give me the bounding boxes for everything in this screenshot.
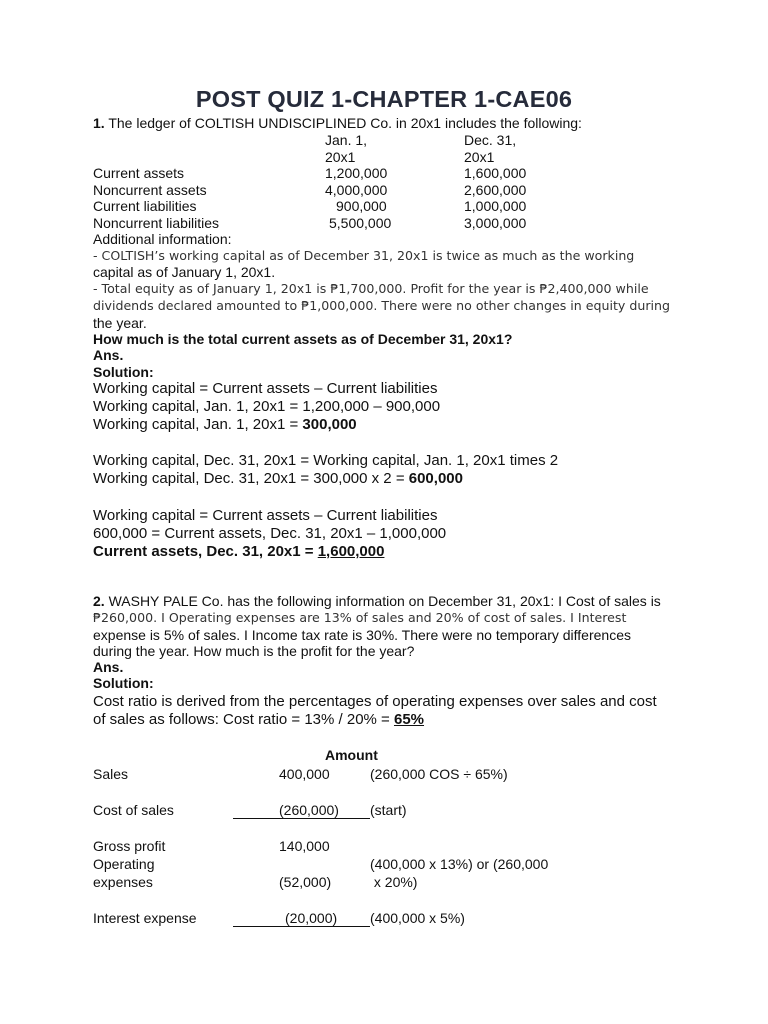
solution-line bbox=[93, 470, 463, 488]
q2-line: ₱260,000. I Operating expenses are 13% of sales and 20% of cost of sales. I Interest bbox=[93, 610, 627, 625]
is-row-note: x 20%) bbox=[370, 874, 418, 890]
ledger-row-label: Noncurrent liabilities bbox=[93, 215, 220, 231]
ledger-row-dec: 1,000,000 bbox=[464, 198, 527, 214]
solution-line: Working capital = Current assets – Current liabilities bbox=[93, 380, 438, 397]
is-row-amount: (20,000) bbox=[285, 910, 338, 926]
col-header-jan-line2: 20x1 bbox=[325, 149, 356, 165]
ledger-row-jan: 5,500,000 bbox=[329, 215, 392, 231]
solution-text: Current assets, Dec. 31, 20x1 = bbox=[93, 543, 318, 560]
page-title: POST QUIZ 1-CHAPTER 1-CAE06 bbox=[195, 86, 573, 112]
q1-ans-label: Ans. bbox=[93, 347, 124, 363]
solution-text: Working capital, Jan. 1, 20x1 = bbox=[93, 416, 303, 433]
amount-header: Amount bbox=[325, 747, 378, 763]
ledger-row-label: Noncurrent assets bbox=[93, 182, 207, 198]
q2-line: expense is 5% of sales. I Income tax rate is 30%. There were no temporary differences bbox=[93, 627, 631, 643]
solution-line: 600,000 = Current assets, Dec. 31, 20x1 – 1,000,000 bbox=[93, 525, 447, 542]
q1-question: How much is the total current assets as of December 31, 20x1? bbox=[93, 331, 513, 347]
is-row-label: Gross profit bbox=[93, 838, 166, 854]
cost-ratio-line: Cost ratio is derived from the percentages of operating expenses over sales and cost bbox=[93, 693, 657, 710]
is-row-amount: 140,000 bbox=[279, 838, 330, 854]
solution-line: Working capital = Current assets – Current liabilities bbox=[93, 507, 438, 524]
ledger-row-label: Current liabilities bbox=[93, 198, 197, 214]
cost-ratio-text: of sales as follows: Cost ratio = 13% / 20% = bbox=[93, 711, 394, 728]
solution-value: 300,000 bbox=[302, 416, 357, 433]
q1-intro-text: The ledger of COLTISH UNDISCIPLINED Co. in 20x1 includes the following: bbox=[108, 115, 582, 131]
solution-final-line bbox=[93, 543, 384, 561]
ledger-row-jan: 1,200,000 bbox=[325, 165, 388, 181]
additional-info-line: - Total equity as of January 1, 20x1 is ₱1,700,000. Profit for the year is ₱2,400,000 while bbox=[93, 281, 649, 296]
is-row-note: (400,000 x 13%) or (260,000 bbox=[370, 856, 549, 872]
additional-info-line: capital as of January 1, 20x1. bbox=[93, 264, 276, 280]
ledger-row-dec: 1,600,000 bbox=[464, 165, 527, 181]
q2-ans-label: Ans. bbox=[93, 659, 124, 675]
is-row-amount: (52,000) bbox=[279, 874, 332, 890]
is-row-label: Operating bbox=[93, 856, 155, 872]
col-header-dec-line1: Dec. 31, bbox=[464, 132, 517, 148]
is-row-label: Sales bbox=[93, 766, 129, 782]
col-header-dec-line2: 20x1 bbox=[464, 149, 495, 165]
col-header-jan-line1: Jan. 1, bbox=[325, 132, 368, 148]
is-row-note: (start) bbox=[370, 802, 407, 818]
q2-line: during the year. How much is the profit for the year? bbox=[93, 643, 415, 659]
ledger-row-dec: 2,600,000 bbox=[464, 182, 527, 198]
cost-ratio-value: 65% bbox=[393, 711, 425, 728]
additional-info-header: Additional information: bbox=[93, 231, 232, 247]
additional-info-line: the year. bbox=[93, 315, 147, 331]
q2-solution-label: Solution: bbox=[93, 675, 154, 691]
solution-text: Working capital, Dec. 31, 20x1 = 300,000 x 2 = bbox=[93, 470, 409, 487]
q2-number: 2. bbox=[93, 593, 105, 609]
q1-intro bbox=[93, 115, 582, 132]
is-row-amount: (260,000) bbox=[279, 802, 339, 818]
is-row-note: (260,000 COS ÷ 65%) bbox=[370, 766, 508, 782]
solution-value: 600,000 bbox=[408, 470, 463, 487]
ledger-row-jan: 4,000,000 bbox=[325, 182, 388, 198]
additional-info-line: - COLTISH’s working capital as of December 31, 20x1 is twice as much as the working bbox=[93, 248, 635, 263]
is-row-label: expenses bbox=[93, 874, 153, 890]
solution-line: Working capital, Jan. 1, 20x1 = 1,200,000 – 900,000 bbox=[93, 398, 441, 415]
q2-text: WASHY PALE Co. has the following information on December 31, 20x1: I Cost of sales is bbox=[108, 593, 661, 609]
is-row-label: Interest expense bbox=[93, 910, 197, 926]
q2-line bbox=[93, 593, 661, 610]
q1-number: 1. bbox=[93, 115, 105, 131]
additional-info-line: dividends declared amounted to ₱1,000,000. There were no other changes in equity during bbox=[93, 298, 671, 313]
solution-answer: 1,600,000 bbox=[317, 543, 385, 560]
is-row-label: Cost of sales bbox=[93, 802, 174, 818]
ledger-row-jan: 900,000 bbox=[336, 198, 387, 214]
ledger-row-dec: 3,000,000 bbox=[464, 215, 527, 231]
is-row-note: (400,000 x 5%) bbox=[370, 910, 465, 926]
solution-line bbox=[93, 416, 357, 434]
is-row-amount: 400,000 bbox=[279, 766, 330, 782]
solution-line: Working capital, Dec. 31, 20x1 = Working capital, Jan. 1, 20x1 times 2 bbox=[93, 452, 559, 469]
cost-ratio-line bbox=[93, 711, 424, 729]
q1-solution-label: Solution: bbox=[93, 364, 154, 380]
ledger-row-label: Current assets bbox=[93, 165, 185, 181]
